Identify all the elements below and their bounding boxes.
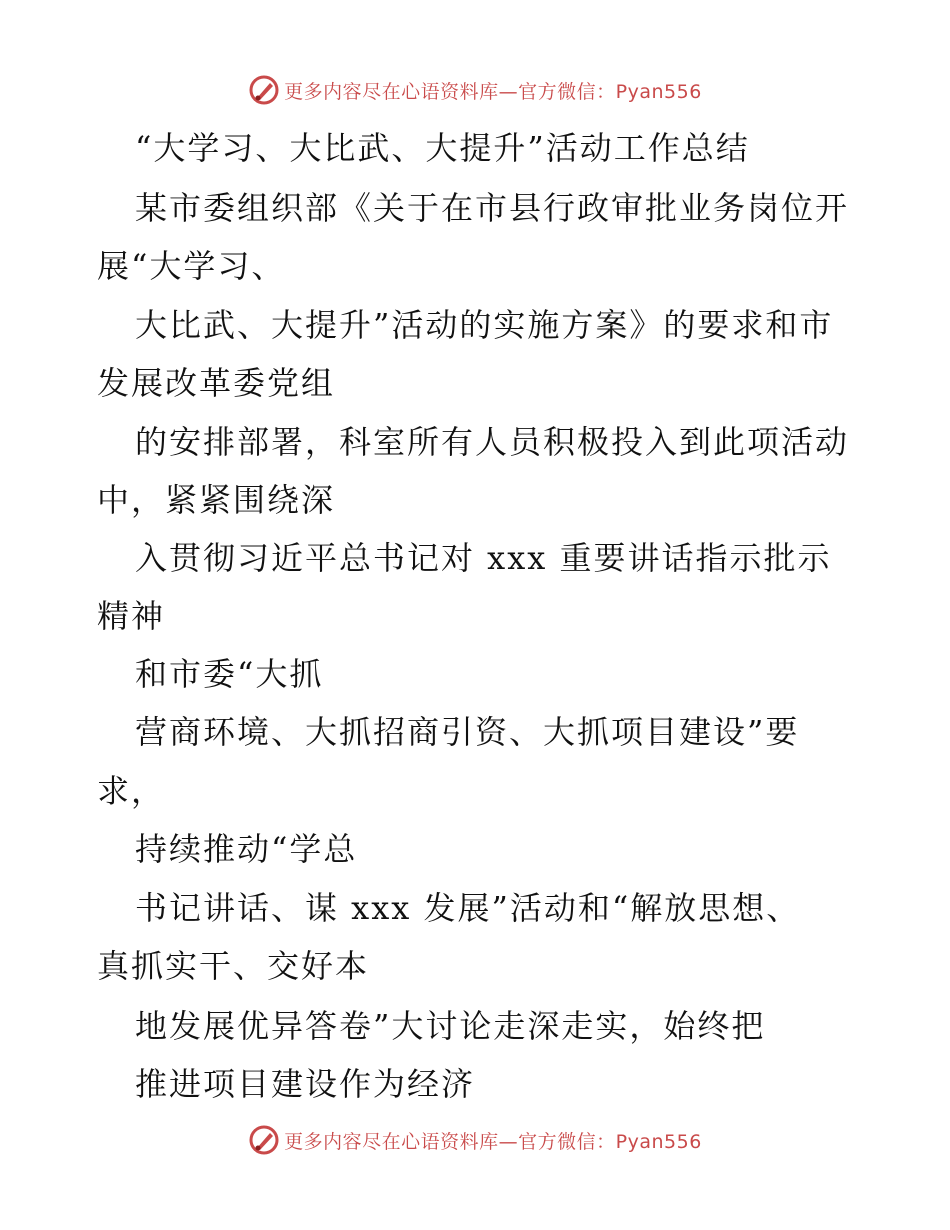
paragraph-line: 的安排部署，科室所有人员积极投入到此项活动 [135,423,850,461]
paragraph-line: 入贯彻习近平总书记对 xxx 重要讲话指示批示 [135,539,832,577]
paragraph-line: 书记讲话、谋 xxx 发展”活动和“解放思想、 [135,889,801,927]
paragraph-line: 中，紧紧围绕深 [97,481,336,519]
footer-watermark [0,1120,950,1160]
paragraph-line: 推进项目建设作为经济 [135,1065,476,1103]
paragraph-line: 大比武、大提升”活动的实施方案》的要求和市 [135,306,834,344]
document-title: “大学习、大比武、大提升”活动工作总结 [135,129,750,167]
watermark-text: 更多内容尽在心语资料库—官方微信：Pyan556 [284,1130,702,1153]
paragraph-line: 和市委“大抓 [135,655,324,693]
paragraph-line: 发展改革委党组 [97,364,336,402]
paragraph-line: 真抓实干、交好本 [97,947,370,985]
paragraph-line: 持续推动“学总 [135,830,358,868]
paragraph-line: 展“大学习、 [97,247,286,285]
paragraph-line: 地发展优异答卷”大讨论走深走实，始终把 [135,1007,766,1045]
brush-logo-icon [248,1124,280,1156]
paragraph-line: 精神 [97,597,166,635]
watermark-text: 更多内容尽在心语资料库—官方微信：Pyan556 [284,80,702,103]
paragraph-line: 营商环境、大抓招商引资、大抓项目建设”要 [135,713,800,751]
paragraph-line: 某市委组织部《关于在市县行政审批业务岗位开 [135,189,850,227]
paragraph-line: 求， [97,772,166,810]
